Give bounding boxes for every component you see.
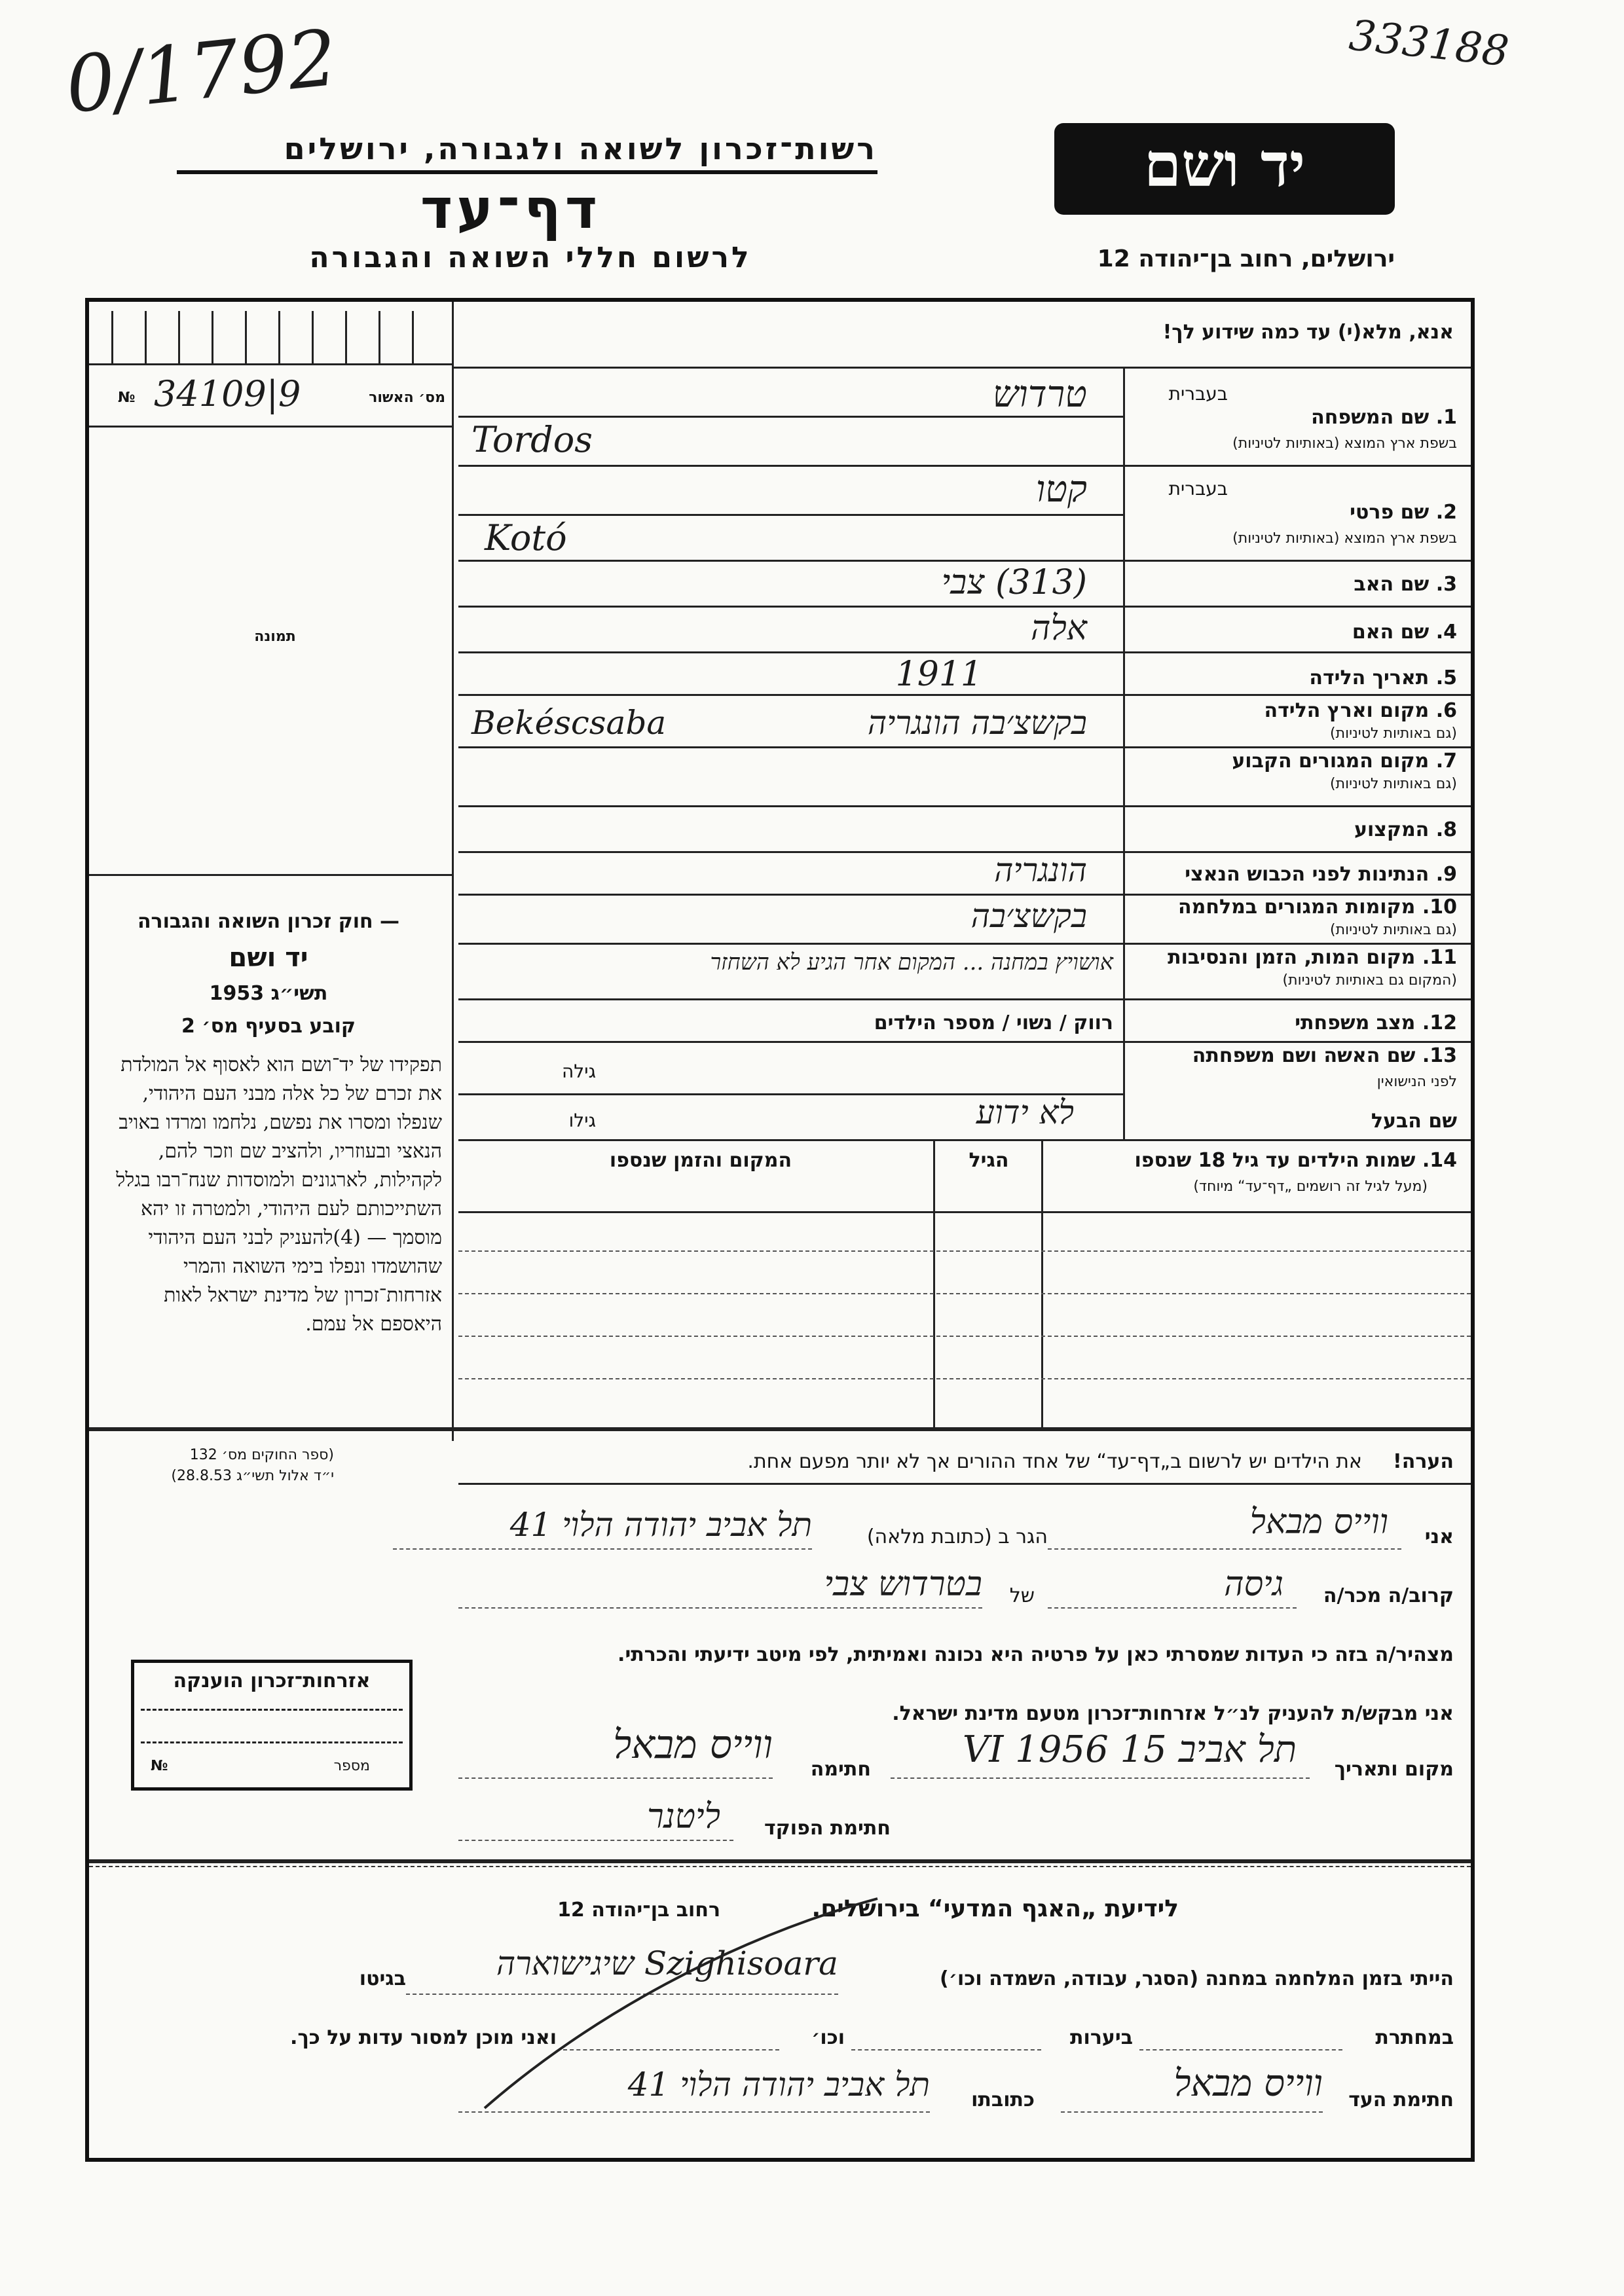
place-date-label: מקום ותאריך — [1334, 1758, 1454, 1781]
field-4-value: אלה — [1031, 609, 1087, 648]
law-text: תפקידו של יד־ושם הוא לאסוף אל המולדת את זכרם של כל אלה מבני העם היהודי, שנפלו ומסרו את נפשם, נלחמו ומרדו באויב הנאצי ובעוזריו, ולהציב שם וזכר להם, לקהילות, לארגונים ולמוסדות שנח־רבו בגלל השתייכותם לעם היהודי, ולמטרה זו יהא מוסמך — (4)להעניק לבני העם היהודי שהושמדו ונפלו בימי השואה והמרי אזרחות־זכרון של מדינת ישראל לאות היאספם אל עמם. — [116, 1053, 442, 1336]
field-1-value-latin: Tordos — [471, 419, 593, 460]
field-10-label — [1130, 896, 1457, 919]
field-14-label — [1048, 1149, 1457, 1172]
field-11-num: 11. — [1422, 946, 1457, 969]
approval-no-sign: № — [118, 390, 136, 406]
field-3-text: שם האב — [1354, 573, 1430, 596]
field-2-value-latin: Kotó — [485, 517, 567, 558]
declaration-i-label: אני — [1424, 1525, 1454, 1548]
ghetto-label: בגיטו — [359, 1967, 406, 1990]
approval-label: מס׳ האשור — [369, 390, 445, 406]
note-text: את הילדים יש לרשום ב„דף־עד“ של אחד ההורים אך לא יותר מפעם אחת. — [747, 1450, 1362, 1473]
field-13-text: שם האשה ושם משפחתה — [1192, 1044, 1416, 1067]
field-2-sublabel: בשפת ארץ המוצא (באותיות לטיניות) — [1232, 530, 1457, 547]
footer-heading: לידיעת „האגף המדעי“ בירושלים. — [811, 1895, 1179, 1922]
witness-signature-label: חתימת העד — [1348, 2088, 1454, 2111]
instruction-text: אנא, מלא(י) עד כמה שידוע לך! — [1162, 321, 1454, 344]
heb-tag-2: בעברית — [1168, 478, 1228, 500]
field-13-num: 13. — [1422, 1044, 1457, 1067]
field-11-text: מקום המות, הזמן והנסיבות — [1168, 946, 1416, 969]
pen-stroke — [458, 1886, 917, 2121]
officer-value: ליטנר — [647, 1797, 720, 1836]
law-reference-2: י״ד אלול תשי״ג 28.8.53) — [171, 1468, 334, 1484]
field-5-text: תאריך הלידה — [1309, 666, 1430, 689]
field-12-num: 12. — [1422, 1011, 1457, 1034]
field-8-label — [1130, 818, 1457, 841]
yad-vashem-logo — [1054, 123, 1395, 215]
witness-signature-value: ווייס מבאל — [1173, 2062, 1323, 2105]
law-title: — חוק זכרון השואה והגבורה — [137, 910, 400, 933]
field-10-value: בקשצ׳בה — [970, 897, 1087, 935]
field-8-text: המקצוע — [1354, 818, 1430, 841]
citizenship-title: אזרחות־זכרון הוענקה — [173, 1669, 371, 1692]
field-6-label — [1130, 699, 1457, 722]
request-text: אני מבקש/ת להעניק לנ״ל אזרחות־זכרון מטעם מדינת ישראל. — [892, 1702, 1454, 1725]
form-title: דף־עד — [420, 177, 602, 241]
declaration-address-value: תל אביב יהודה הלוי 41 — [509, 1506, 812, 1544]
underground-label: במחתרת — [1375, 2026, 1454, 2049]
field-9-label — [1130, 863, 1457, 886]
field-9-text: הנתינות לפני הכבוש הנאצי — [1185, 863, 1430, 886]
residing-label: הגר ב (כתובת מלאה) — [866, 1525, 1048, 1548]
witness-address-value: תל אביב יהודה הלוי 41 — [627, 2066, 930, 2104]
wife-age-label: גילה — [561, 1061, 596, 1082]
field-6-value: בקשצ׳בה הונגריה — [867, 704, 1087, 742]
field-14-num: 14. — [1422, 1149, 1457, 1172]
children-age-header: הגיל — [969, 1149, 1009, 1172]
forests-label: ביערות — [1070, 2026, 1133, 2049]
signature-value: ווייס מבאל — [613, 1722, 773, 1768]
husband-value: לא ידוע — [976, 1093, 1074, 1131]
footer-heading-address: רחוב בן־יהודה 12 — [557, 1899, 720, 1922]
ready-text: ואני מוכן למסור עדות על כך. — [290, 2026, 557, 2049]
law-year: תשי״ג 1953 — [209, 982, 328, 1005]
field-5-num: 5. — [1435, 666, 1457, 689]
field-14-sublabel: (מעל לגיל זה רושמים „דף־עד“ מיוחד) — [1193, 1178, 1428, 1195]
law-reference-1: (ספר החוקים מס׳ 132 — [189, 1447, 334, 1463]
field-5-label — [1130, 666, 1457, 689]
relative-label: קרוב/ה מכר/ה — [1323, 1584, 1454, 1607]
field-6-text: מקום וארץ הלידה — [1264, 699, 1430, 722]
signature-label: חתימה — [810, 1758, 871, 1781]
camp-text: הייתי בזמן המלחמה במחנה (הסגר, עבודה, השמדה וכו׳) — [940, 1967, 1454, 1990]
field-9-num: 9. — [1435, 863, 1457, 886]
field-5-value: 1911 — [895, 655, 982, 694]
field-12-text: מצב משפחתי — [1295, 1011, 1416, 1034]
of-label: של — [1009, 1584, 1035, 1607]
field-4-text: שם האם — [1352, 621, 1430, 644]
field-10-num: 10. — [1422, 896, 1457, 919]
field-1-num: 1. — [1435, 406, 1457, 429]
field-6-sublabel: (גם באותיות לטיניות) — [1330, 725, 1457, 742]
officer-label: חתימת הפוקד — [764, 1817, 891, 1840]
husband-age-label: גילו — [568, 1110, 596, 1131]
field-7-sublabel: (גם באותיות לטיניות) — [1330, 776, 1457, 792]
field-3-num: 3. — [1435, 573, 1457, 596]
camp-value: Szighisoara שיגישוארה — [496, 1944, 838, 1982]
field-4-num: 4. — [1435, 621, 1457, 644]
field-11-sublabel: (המקום גם באותיות לטיניות) — [1282, 972, 1457, 989]
approval-digit-boxes — [111, 311, 445, 363]
handwritten-record-number: 333188 — [1346, 11, 1511, 77]
field-13-label — [1130, 1044, 1457, 1067]
approval-number-value: 34109|9 — [154, 373, 301, 414]
citizenship-box — [131, 1660, 413, 1791]
law-clause: קובע בסעיף מס׳ 2 — [181, 1015, 356, 1038]
field-10-sublabel: (גם באותיות לטיניות) — [1330, 922, 1457, 938]
field-2-value-heb: קטו — [1035, 468, 1087, 511]
citizenship-number-label: מספר — [333, 1758, 370, 1774]
handwritten-file-number: 0/1792 — [61, 12, 342, 131]
field-2-label — [1130, 501, 1457, 524]
law-name: יד ושם — [229, 943, 308, 973]
witness-address-label: כתובתו — [971, 2088, 1035, 2111]
declare-text: מצהיר/ה בזה כי העדות שמסרתי כאן על פרטיה היא נכונה ואמיתית, לפי מיטב ידיעתי והכרתי. — [618, 1643, 1454, 1666]
field-7-label — [1130, 750, 1457, 773]
field-11-value: אושויץ במחנה ... המקום אחר הגיע לא השחזר — [710, 949, 1113, 975]
field-6-num: 6. — [1435, 699, 1457, 722]
field-9-value: הונגריה — [994, 851, 1087, 889]
field-12-label — [1130, 1011, 1457, 1034]
declaration-name-value: ווייס מבאל — [1249, 1503, 1388, 1542]
etc-label: וכו׳ — [811, 2026, 845, 2049]
field-14-text: שמות הילדים עד גיל 18 שנספו — [1134, 1149, 1416, 1172]
field-2-text: שם פרטי — [1350, 501, 1430, 524]
authority-heading: רשות־זכרון לשואה ולגבורה, ירושלים — [177, 131, 877, 174]
field-10-text: מקומות המגורים במלחמה — [1178, 896, 1416, 919]
field-2-num: 2. — [1435, 501, 1457, 524]
place-date-value: תל אביב 15 VI 1956 — [962, 1728, 1297, 1771]
citizenship-no-sign: № — [151, 1758, 168, 1774]
field-6-value-latin: Bekéscsaba — [471, 704, 667, 742]
relation-value: גיסה — [1224, 1565, 1283, 1604]
form-subtitle: לרשום חללי השואה והגבורה — [309, 241, 752, 274]
children-place-header: המקום והזמן שנספו — [609, 1149, 792, 1172]
note-label: הערה! — [1393, 1450, 1454, 1473]
field-7-num: 7. — [1435, 750, 1457, 773]
heb-tag-1: בעברית — [1168, 383, 1228, 405]
field-1-text: שם המשפחה — [1311, 406, 1430, 429]
field-4-label — [1130, 621, 1457, 644]
field-3-value: (313) צבי — [941, 563, 1087, 602]
field-8-num: 8. — [1435, 818, 1457, 841]
institution-address: ירושלים, רחוב בן־יהודה 12 — [1097, 246, 1395, 272]
husband-label: שם הבעל — [1371, 1110, 1457, 1133]
logo-text: יד ושם — [1143, 130, 1306, 200]
photo-label: תמונה — [254, 629, 296, 645]
field-13-sublabel: לפני הנישואין — [1376, 1074, 1457, 1090]
field-3-label — [1130, 573, 1457, 596]
field-1-label — [1130, 406, 1457, 429]
field-1-value-heb: טרדוש — [992, 373, 1087, 416]
marital-status-options: רווק / נשוי / מספר הילדים — [874, 1011, 1113, 1034]
field-7-text: מקום המגורים הקבוע — [1232, 750, 1430, 773]
field-11-label — [1130, 946, 1457, 969]
of-value: בטרדוש צבי — [824, 1565, 982, 1604]
field-1-sublabel: בשפת ארץ המוצא (באותיות לטיניות) — [1232, 435, 1457, 452]
